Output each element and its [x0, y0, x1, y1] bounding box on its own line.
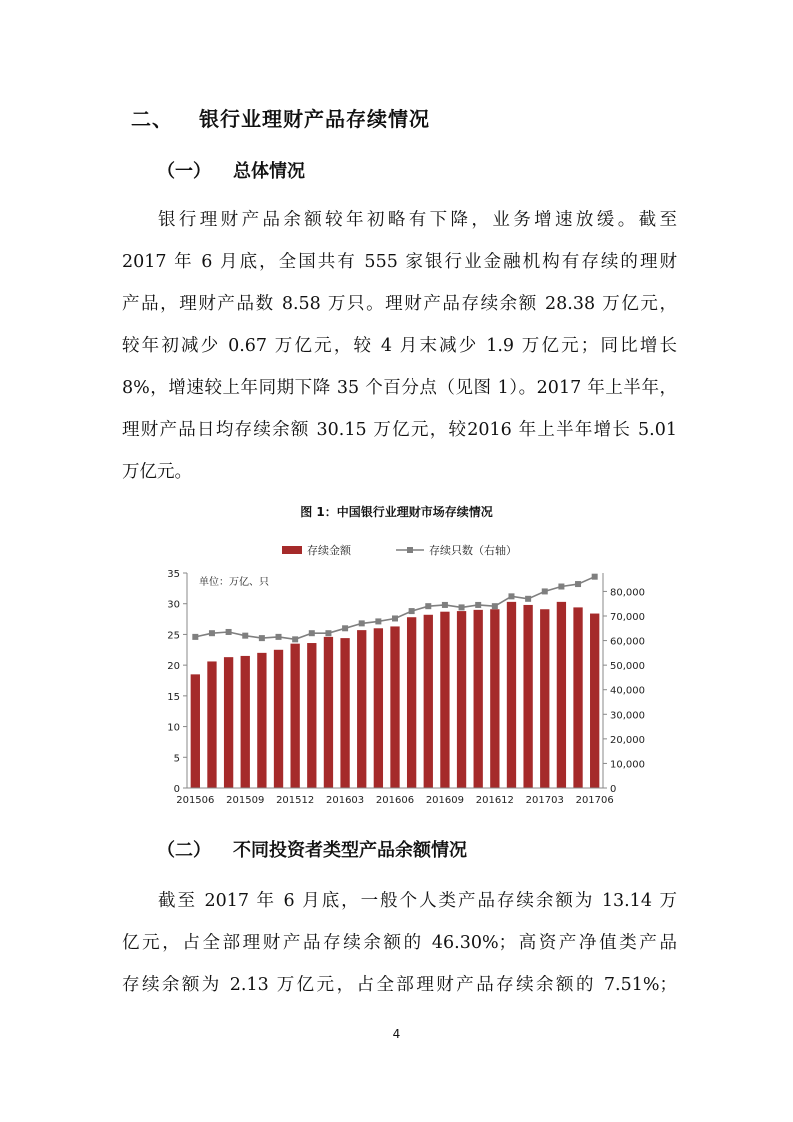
paragraph-line: 截至 2017 年 6 月底，一般个人类产品存续余额为 13.14 万	[158, 891, 677, 911]
paragraph-line: 亿元，占全部理财产品存续余额的 46.30%；高资产净值类产品	[122, 933, 677, 953]
x-tick-label: 201606	[375, 795, 415, 806]
paragraph-line: 产品，理财产品数 8.58 万只。理财产品存续余额 28.38 万亿元，	[122, 294, 677, 314]
right-axis-tick-label: 30,000	[610, 710, 645, 722]
x-tick-label: 201609	[425, 795, 465, 806]
count-point-201611	[475, 602, 481, 608]
section-number: 二、	[131, 107, 173, 131]
x-tick-label: 201603	[325, 795, 365, 806]
count-point-201603	[342, 625, 348, 631]
count-point-201512	[292, 636, 298, 642]
count-point-201610	[459, 604, 465, 610]
bar-201508	[224, 657, 233, 788]
paragraph-line: 银行理财产品余额较年初略有下降，业务增速放缓。截至	[158, 210, 677, 230]
bar-201703	[540, 609, 549, 788]
left-axis-tick-label: 5	[173, 753, 180, 765]
bar-201604	[357, 630, 366, 788]
left-axis-tick-label: 25	[167, 630, 180, 642]
left-axis-tick-label: 20	[167, 661, 180, 673]
right-axis-tick-label: 60,000	[610, 636, 645, 648]
bar-201704	[557, 602, 566, 788]
bar-201603	[340, 638, 349, 788]
bar-201509	[241, 656, 250, 788]
bar-201606	[390, 626, 399, 788]
bar-201610	[457, 611, 466, 788]
right-axis-tick-label: 10,000	[610, 759, 645, 771]
paragraph-line: 2017 年 6 月底，全国共有 555 家银行业金融机构有存续的理财	[122, 252, 677, 272]
right-axis-tick-label: 40,000	[610, 685, 645, 697]
x-tick-label: 201506	[176, 795, 215, 806]
count-point-201607	[409, 608, 415, 614]
right-axis-tick-label: 70,000	[610, 612, 645, 623]
x-tick-label: 201703	[525, 795, 564, 806]
count-point-201511	[276, 634, 282, 640]
count-point-201510	[259, 635, 265, 641]
count-point-201605	[375, 618, 381, 624]
x-tick-label: 201509	[226, 795, 265, 806]
subsection-heading-1	[157, 157, 305, 183]
bar-201706	[590, 614, 599, 788]
paragraph-investor-types	[122, 880, 677, 1006]
subsection-number: （二）	[157, 840, 211, 861]
chart-title: 图 1：中国银行业理财市场存续情况	[300, 505, 493, 519]
count-point-201506	[192, 634, 198, 640]
count-point-201507	[209, 630, 215, 636]
count-point-201704	[558, 584, 564, 590]
count-point-201608	[425, 603, 431, 609]
bar-201602	[324, 637, 333, 788]
right-axis-tick-label: 50,000	[610, 661, 645, 673]
right-axis-tick-label: 20,000	[610, 734, 645, 746]
left-axis-tick-label: 35	[167, 569, 180, 580]
right-axis-tick-label: 0	[610, 784, 617, 795]
subsection-title: 不同投资者类型产品余额情况	[233, 840, 467, 861]
count-point-201609	[442, 602, 448, 608]
paragraph-line: 存续余额为 2.13 万亿元，占全部理财产品存续余额的 7.51%；	[122, 975, 677, 995]
page-number: 4	[392, 1027, 401, 1041]
bar-201607	[407, 617, 416, 788]
count-point-201701	[508, 593, 514, 599]
bar-201611	[474, 610, 483, 788]
right-axis-tick-label: 80,000	[610, 587, 645, 599]
bar-201612	[490, 609, 499, 788]
paragraph-line: 8%，增速较上年同期下降 35 个百分点（见图 1）。2017 年上半年，	[122, 378, 677, 398]
section-heading	[131, 103, 430, 132]
count-point-201601	[309, 630, 315, 636]
left-axis-tick-label: 0	[173, 784, 180, 795]
x-tick-label: 201706	[575, 795, 614, 806]
count-point-201612	[492, 603, 498, 609]
paragraph-line: 理财产品日均存续余额 30.15 万亿元，较2016 年上半年增长 5.01	[122, 420, 677, 440]
left-axis-tick-label: 30	[167, 599, 180, 611]
subsection-heading-2	[157, 836, 467, 862]
section-title: 银行业理财产品存续情况	[199, 107, 430, 131]
paragraph-line: 较年初减少 0.67 万亿元，较 4 月末减少 1.9 万亿元；同比增长	[122, 336, 677, 356]
x-tick-label: 201512	[276, 795, 315, 806]
paragraph-overall	[122, 199, 677, 493]
bar-201601	[307, 643, 316, 788]
subsection-title: 总体情况	[233, 161, 305, 182]
bar-201605	[374, 628, 383, 788]
bar-201609	[440, 612, 449, 788]
count-point-201705	[575, 581, 581, 587]
bar-201511	[274, 650, 283, 788]
wealth-management-chart	[150, 535, 645, 810]
paragraph-line: 万亿元。	[122, 462, 192, 482]
bar-201512	[291, 644, 300, 788]
legend-bar-label: 存续金额	[307, 544, 351, 557]
bar-201705	[573, 607, 582, 788]
left-axis-tick-label: 15	[167, 691, 180, 703]
subsection-number: （一）	[157, 161, 211, 182]
count-point-201706	[592, 574, 598, 580]
count-point-201508	[226, 629, 232, 635]
count-point-201509	[242, 633, 248, 639]
count-point-201702	[525, 596, 531, 602]
count-point-201606	[392, 615, 398, 621]
count-point-201703	[542, 588, 548, 594]
count-point-201602	[325, 630, 331, 636]
bar-201506	[191, 674, 200, 788]
bar-201608	[424, 615, 433, 788]
bar-201507	[207, 661, 216, 788]
bar-201701	[507, 602, 516, 788]
legend-bar-swatch	[282, 546, 302, 554]
unit-label: 单位：万亿、只	[199, 577, 269, 588]
bar-201510	[257, 653, 266, 788]
bar-201702	[523, 605, 532, 788]
count-point-201604	[359, 620, 365, 626]
legend-line-label: 存续只数（右轴）	[429, 544, 517, 557]
left-axis-tick-label: 10	[167, 722, 180, 734]
legend-line-marker	[407, 547, 413, 553]
x-tick-label: 201612	[475, 795, 514, 806]
